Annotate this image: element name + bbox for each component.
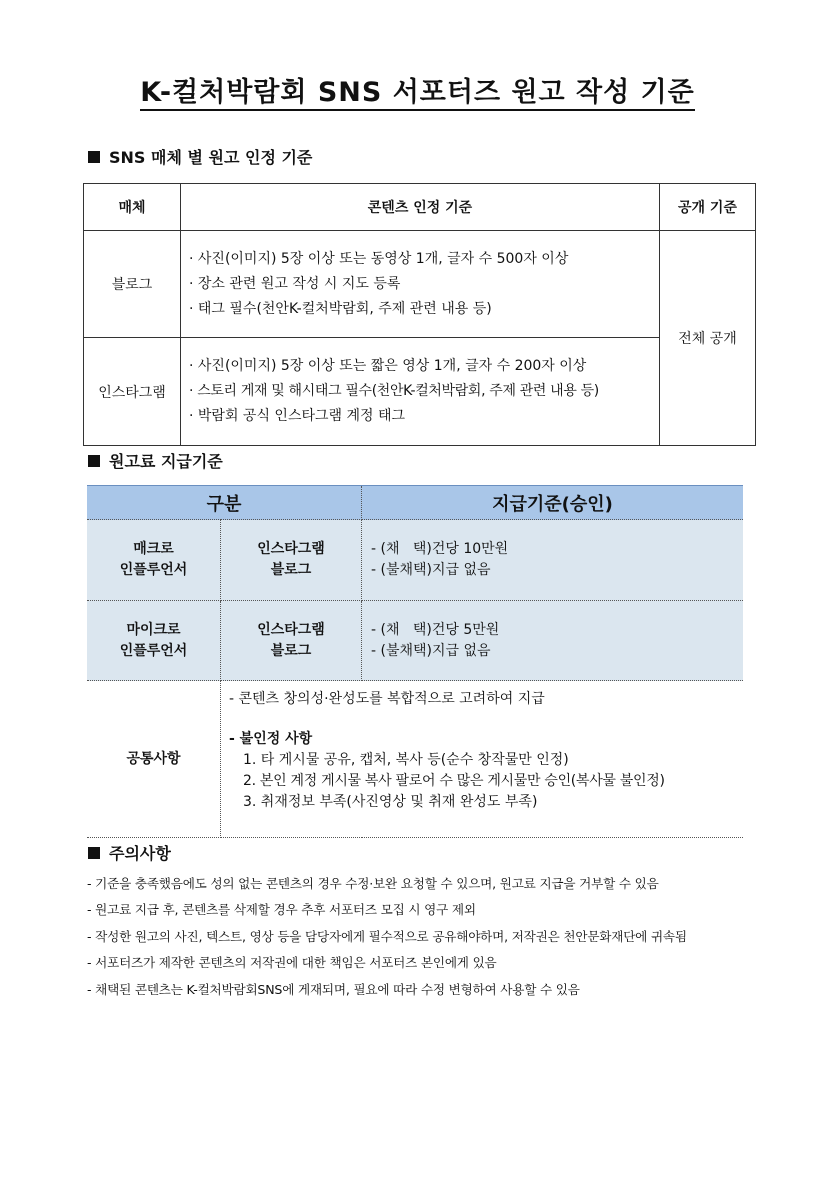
macro-channel-line1: 인스타그램 <box>257 541 325 557</box>
micro-channel <box>221 601 362 681</box>
macro-channel-line2: 블로그 <box>270 562 312 578</box>
macro-channel <box>221 520 362 601</box>
list-item: · 사진(이미지) 5장 이상 또는 짧은 영상 1개, 글자 수 200자 이상 <box>189 358 587 374</box>
macro-group-line2: 인플루언서 <box>119 562 188 578</box>
page-title: K-컬처박람회 SNS 서포터즈 원고 작성 기준 <box>140 77 695 111</box>
list-item: - 기준을 충족했음에도 성의 없는 콘텐츠의 경우 수정·보완 요청할 수 있으며, 원고료 지급을 거부할 수 있음 <box>87 876 659 891</box>
table-header-row <box>84 184 756 231</box>
square-bullet-icon <box>88 151 100 163</box>
micro-group-line1: 마이크로 <box>126 621 181 638</box>
macro-pay <box>362 520 744 601</box>
list-item: 2. 본인 계정 게시물 복사 팔로어 수 많은 게시물만 승인(복사물 불인정) <box>243 773 665 789</box>
micro-channel-line1: 인스타그램 <box>257 621 325 638</box>
payment-table <box>87 485 743 838</box>
instagram-criteria <box>181 338 660 446</box>
section2-heading <box>88 449 223 472</box>
list-item: - 서포터즈가 제작한 콘텐츠의 저작권에 대한 책임은 서포터즈 본인에게 있음 <box>87 955 497 971</box>
list-item: · 장소 관련 원고 작성 시 지도 등록 <box>189 275 401 292</box>
macro-pay-line1: - (채 택)건당 10만원 <box>371 541 509 557</box>
common-subheading: - 불인정 사항 <box>229 731 313 747</box>
header-criteria: 콘텐츠 인정 기준 <box>181 184 660 231</box>
media-instagram: 인스타그램 <box>84 338 181 446</box>
list-item: · 태그 필수(천안K-컬처박람회, 주제 관련 내용 등) <box>189 300 492 317</box>
micro-channel-line2: 블로그 <box>270 642 312 659</box>
common-label: 공통사항 <box>87 681 221 838</box>
list-item: 1. 타 게시물 공유, 캡처, 복사 등(순수 창작물만 인정) <box>243 752 569 768</box>
list-item: · 사진(이미지) 5장 이상 또는 동영상 1개, 글자 수 500자 이상 <box>189 250 569 267</box>
list-item: - 원고료 지급 후, 콘텐츠를 삭제할 경우 추후 서포터즈 모집 시 영구 제외 <box>87 902 476 918</box>
media-blog: 블로그 <box>84 231 181 338</box>
section1-heading-text: SNS 매체 별 원고 인정 기준 <box>109 148 313 167</box>
payment-header-row <box>87 486 743 520</box>
micro-pay <box>362 601 744 681</box>
header-media: 매체 <box>84 184 181 231</box>
section3-heading <box>88 841 171 864</box>
common-content <box>221 681 744 838</box>
notes-list <box>87 871 687 1003</box>
micro-group <box>87 601 221 681</box>
list-item: 3. 취재정보 부족(사진영상 및 취재 완성도 부족) <box>243 794 538 810</box>
blog-criteria <box>181 231 660 338</box>
table-row <box>84 231 756 338</box>
table-row-common <box>87 681 743 838</box>
header-visibility: 공개 기준 <box>660 184 756 231</box>
visibility-cell: 전체 공개 <box>660 231 756 446</box>
square-bullet-icon <box>88 847 100 859</box>
table-row <box>84 338 756 446</box>
media-criteria-table <box>83 183 756 446</box>
page-title-wrap <box>0 70 835 109</box>
section3-heading-text: 주의사항 <box>109 844 171 863</box>
list-item: - 작성한 원고의 사진, 텍스트, 영상 등을 담당자에게 필수적으로 공유해야하며, 저작권은 천안문화재단에 귀속됨 <box>87 928 687 944</box>
list-item: · 박람회 공식 인스타그램 계정 태그 <box>189 408 406 424</box>
section2-heading-text: 원고료 지급기준 <box>109 452 223 471</box>
macro-group <box>87 520 221 601</box>
table-row-micro <box>87 601 743 681</box>
common-line1: - 콘텐츠 창의성·완성도를 복합적으로 고려하여 지급 <box>229 691 545 707</box>
square-bullet-icon <box>88 455 100 467</box>
header-payment: 지급기준(승인) <box>362 486 744 520</box>
macro-group-line1: 매크로 <box>133 541 174 557</box>
micro-pay-line1: - (채 택)건당 5만원 <box>371 621 500 638</box>
micro-pay-line2: - (불채택)지급 없음 <box>371 642 491 659</box>
section1-heading <box>88 145 312 168</box>
list-item: - 채택된 콘텐츠는 K-컬처박람회SNS에 게재되며, 필요에 따라 수정 변형하여 사용할 수 있음 <box>87 981 580 997</box>
macro-pay-line2: - (불채택)지급 없음 <box>371 562 491 578</box>
list-item: · 스토리 게재 및 해시태그 필수(천안K-컬처박람회, 주제 관련 내용 등) <box>189 383 599 399</box>
header-category: 구분 <box>87 486 362 520</box>
micro-group-line2: 인플루언서 <box>119 642 188 659</box>
spacer <box>229 710 743 729</box>
table-row-macro <box>87 520 743 601</box>
